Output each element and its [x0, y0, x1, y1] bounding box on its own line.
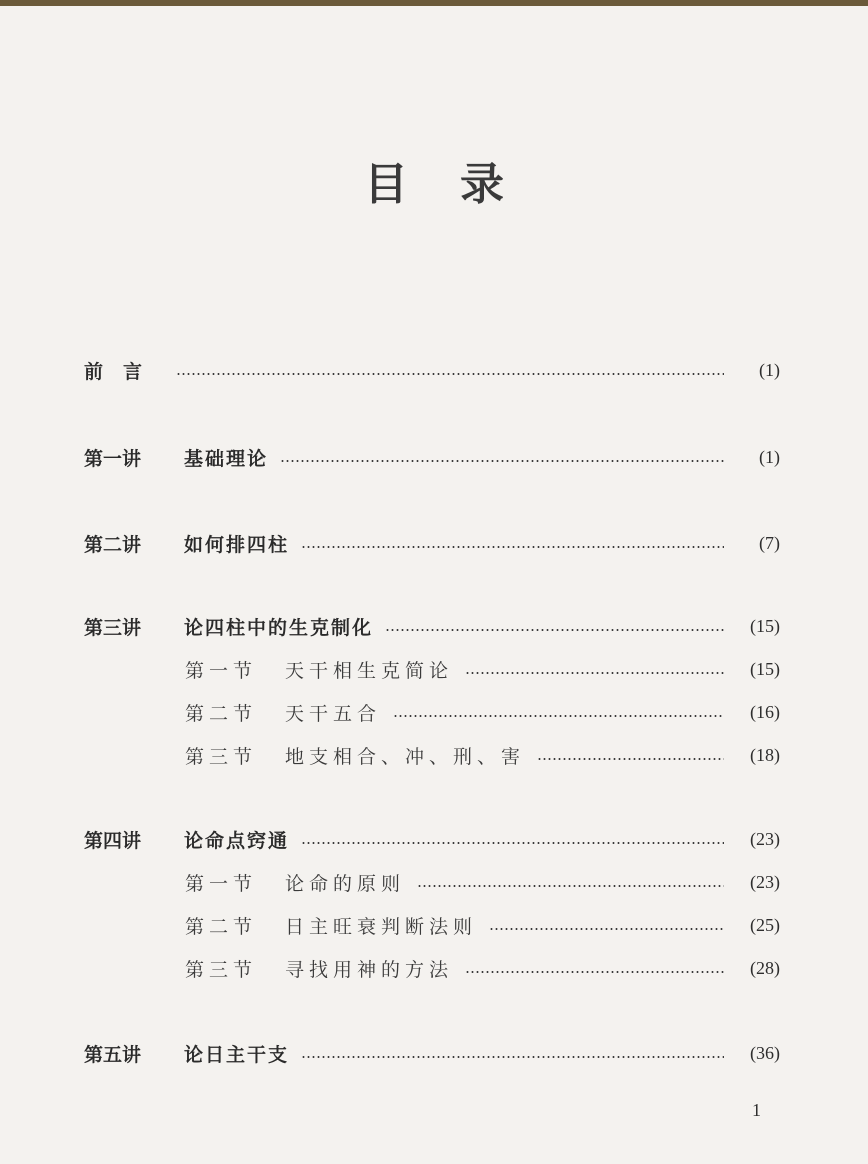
toc-entry-section[interactable] [185, 867, 780, 897]
entry-number: 第三讲 [84, 616, 142, 639]
entry-title: 论命点窍通 [184, 829, 290, 852]
section-number: 第三节 [185, 745, 258, 768]
page-number: (28) [750, 957, 780, 978]
toc-entry-section[interactable] [185, 740, 780, 770]
entry-number: 前言 [84, 360, 163, 383]
page-number: (23) [750, 871, 780, 892]
section-title: 寻找用神的方法 [285, 958, 454, 981]
toc-entry-section[interactable] [185, 654, 780, 684]
toc-entry-lecture-3[interactable] [84, 611, 780, 641]
leader-dots [301, 1056, 724, 1058]
toc-entry-lecture-5[interactable] [84, 1038, 780, 1068]
page-number: (15) [750, 658, 780, 679]
section-number: 第二节 [185, 702, 258, 725]
leader-dots [465, 672, 724, 674]
toc-entry-section[interactable] [185, 953, 780, 983]
section-title: 日主旺衰判断法则 [285, 915, 478, 938]
section-title: 天干相生克简论 [285, 659, 454, 682]
section-title: 天干五合 [285, 702, 382, 725]
entry-number: 第二讲 [84, 533, 142, 556]
section-number: 第一节 [185, 872, 258, 895]
page-number: (15) [750, 615, 780, 636]
toc-entry-lecture-4[interactable] [84, 824, 780, 854]
leader-dots [537, 758, 724, 760]
entry-title: 如何排四柱 [184, 533, 290, 556]
page-number: (25) [750, 914, 780, 935]
section-title: 论命的原则 [285, 872, 406, 895]
toc-entry-lecture-2[interactable] [84, 528, 780, 558]
leader-dots [489, 928, 724, 930]
entry-number: 第四讲 [84, 829, 142, 852]
leader-dots [465, 971, 724, 973]
toc-entry-lecture-1[interactable] [84, 442, 780, 472]
page-number: (16) [750, 701, 780, 722]
page-title: 目录 [364, 159, 556, 210]
entry-title: 基础理论 [184, 447, 269, 470]
leader-dots [393, 715, 724, 717]
page-number: (18) [750, 744, 780, 765]
leader-dots [301, 842, 724, 844]
entry-title: 论四柱中的生克制化 [184, 616, 374, 639]
leader-dots [417, 885, 724, 887]
leader-dots [301, 546, 724, 548]
page-number: (36) [750, 1042, 780, 1063]
page-folio: 1 [752, 1100, 761, 1120]
page-number: (23) [750, 828, 780, 849]
entry-number: 第一讲 [84, 447, 142, 470]
section-title: 地支相合、冲、刑、害 [285, 745, 526, 768]
section-number: 第一节 [185, 659, 258, 682]
toc-entry-preface[interactable] [84, 355, 780, 385]
toc-entry-section[interactable] [185, 910, 780, 940]
entry-number: 第五讲 [84, 1043, 142, 1066]
page-number: (7) [759, 532, 780, 553]
leader-dots [385, 629, 724, 631]
toc-entry-section[interactable] [185, 697, 780, 727]
section-number: 第三节 [185, 958, 258, 981]
entry-title: 论日主干支 [184, 1043, 290, 1066]
page-number: (1) [759, 359, 780, 380]
leader-dots [176, 373, 724, 375]
page-number: (1) [759, 446, 780, 467]
leader-dots [280, 460, 724, 462]
section-number: 第二节 [185, 915, 258, 938]
